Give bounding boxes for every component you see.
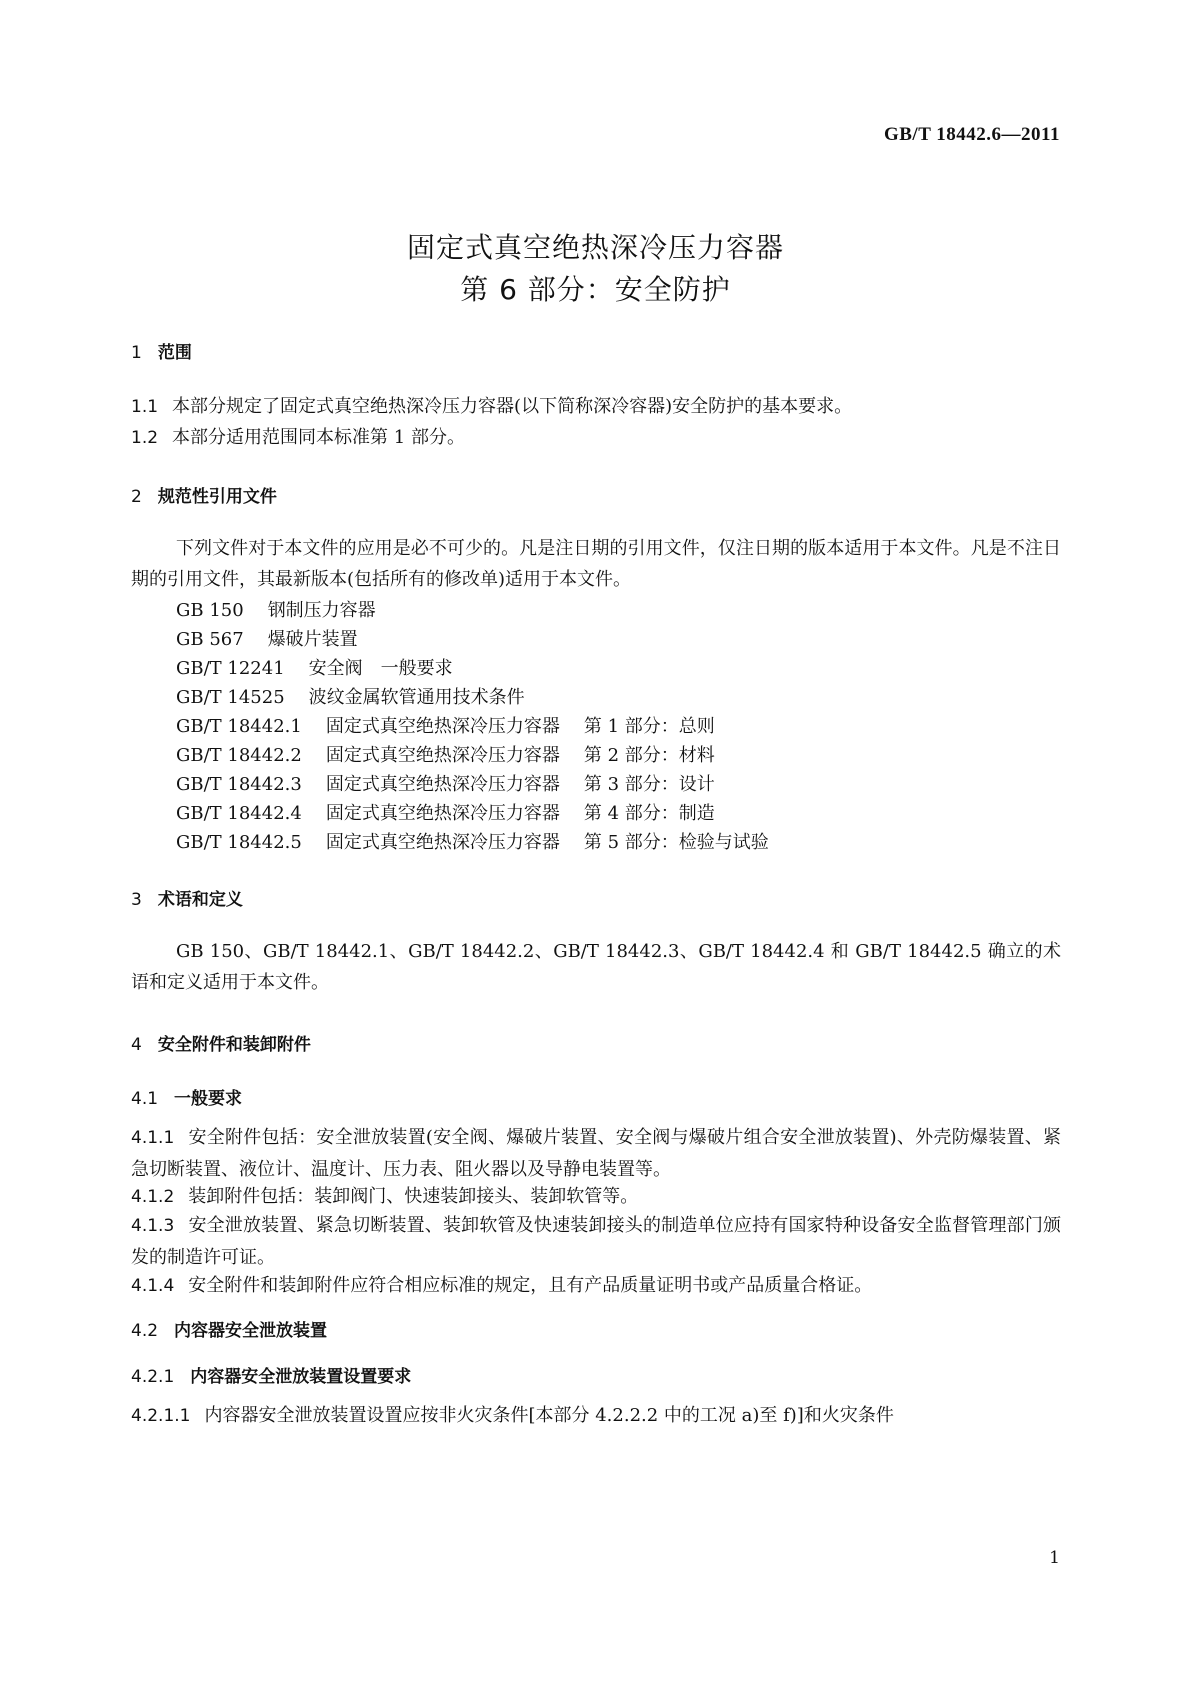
reference-code: GB 567 xyxy=(176,629,244,650)
section-title: 一般要求 xyxy=(174,1089,243,1109)
reference-title: 固定式真空绝热深冷压力容器 xyxy=(325,832,560,853)
clause-number: 4.1.3 xyxy=(131,1216,175,1236)
reference-item xyxy=(176,799,715,825)
clause-text: 内容器安全泄放装置设置应按非火灾条件[本部分 4.2.2.2 中的工况 a)至 f)]和火灾条件 xyxy=(204,1405,894,1426)
clause-4-2-1-1 xyxy=(131,1400,1061,1432)
section-title: 范围 xyxy=(157,343,192,363)
reference-title: 安全阀 一般要求 xyxy=(308,658,453,679)
subsection-4-2-1-heading xyxy=(131,1362,411,1387)
reference-code: GB/T 18442.1 xyxy=(176,716,302,737)
reference-item xyxy=(176,683,525,709)
clause-4-1-4 xyxy=(131,1270,1061,1302)
section-number: 4.1 xyxy=(131,1089,159,1109)
section-title: 安全附件和装卸附件 xyxy=(157,1035,311,1055)
clause-4-1-2 xyxy=(131,1181,1061,1213)
clause-text: 本部分规定了固定式真空绝热深冷压力容器(以下简称深冷容器)安全防护的基本要求。 xyxy=(172,396,853,417)
terms-definitions-text: GB 150、GB/T 18442.1、GB/T 18442.2、GB/T 18442.3、GB/T 18442.4 和 GB/T 18442.5 确立的术语和定义适用于本文件。 xyxy=(131,941,1061,993)
reference-title: 固定式真空绝热深冷压力容器 xyxy=(325,774,560,795)
reference-item xyxy=(176,625,358,651)
reference-title: 固定式真空绝热深冷压力容器 xyxy=(325,803,560,824)
reference-part: 第 3 部分：设计 xyxy=(583,774,715,795)
clause-4-1-1 xyxy=(131,1122,1061,1185)
section-title: 术语和定义 xyxy=(157,890,243,910)
reference-part: 第 2 部分：材料 xyxy=(583,745,715,766)
clause-number: 4.1.1 xyxy=(131,1128,175,1148)
section-title: 内容器安全泄放装置 xyxy=(174,1321,328,1341)
clause-text: 本部分适用范围同本标准第 1 部分。 xyxy=(172,427,465,448)
normative-references-intro: 下列文件对于本文件的应用是必不可少的。凡是注日期的引用文件，仅注日期的版本适用于本文件。凡是不注日期的引用文件，其最新版本(包括所有的修改单)适用于本文件。 xyxy=(131,538,1061,590)
section-3-heading xyxy=(131,885,243,910)
section-number: 2 xyxy=(131,487,142,507)
reference-code: GB 150 xyxy=(176,600,244,621)
clause-number: 1.2 xyxy=(131,428,159,448)
reference-title: 固定式真空绝热深冷压力容器 xyxy=(325,716,560,737)
section-number: 1 xyxy=(131,343,142,363)
section-1-heading xyxy=(131,338,192,363)
clause-1-2 xyxy=(131,422,1061,454)
reference-code: GB/T 18442.3 xyxy=(176,774,302,795)
reference-code: GB/T 12241 xyxy=(176,658,285,679)
section-number: 4.2 xyxy=(131,1321,159,1341)
section-number: 4.2.1 xyxy=(131,1367,175,1387)
reference-item xyxy=(176,828,769,854)
clause-1-1 xyxy=(131,391,1061,423)
page-number: 1 xyxy=(1049,1548,1060,1568)
document-title: 固定式真空绝热深冷压力容器 xyxy=(406,231,784,264)
clause-number: 4.2.1.1 xyxy=(131,1406,191,1426)
reference-title: 固定式真空绝热深冷压力容器 xyxy=(325,745,560,766)
standard-code: GB/T 18442.6—2011 xyxy=(883,124,1060,145)
document-subtitle: 第 6 部分：安全防护 xyxy=(460,273,731,306)
reference-part: 第 4 部分：制造 xyxy=(583,803,715,824)
clause-text: 安全泄放装置、紧急切断装置、装卸软管及快速装卸接头的制造单位应持有国家特种设备安全监督管理部门颁发的制造许可证。 xyxy=(131,1215,1061,1268)
reference-item xyxy=(176,770,715,796)
reference-title: 爆破片装置 xyxy=(267,629,358,650)
section-number: 3 xyxy=(131,890,142,910)
reference-code: GB/T 18442.2 xyxy=(176,745,302,766)
section-title: 规范性引用文件 xyxy=(157,487,277,507)
reference-part: 第 5 部分：检验与试验 xyxy=(583,832,769,853)
section-number: 4 xyxy=(131,1035,142,1055)
clause-number: 4.1.2 xyxy=(131,1187,175,1207)
section-2-heading xyxy=(131,482,277,507)
reference-part: 第 1 部分：总则 xyxy=(583,716,715,737)
section-4-heading xyxy=(131,1030,311,1055)
section-title: 内容器安全泄放装置设置要求 xyxy=(190,1367,412,1387)
clause-number: 4.1.4 xyxy=(131,1276,175,1296)
reference-code: GB/T 18442.4 xyxy=(176,803,302,824)
clause-number: 1.1 xyxy=(131,397,159,417)
subsection-4-1-heading xyxy=(131,1084,242,1109)
subsection-4-2-heading xyxy=(131,1316,327,1341)
reference-code: GB/T 14525 xyxy=(176,687,285,708)
reference-item xyxy=(176,596,376,622)
clause-text: 安全附件包括：安全泄放装置(安全阀、爆破片装置、安全阀与爆破片组合安全泄放装置)、外壳防爆装置、紧急切断装置、液位计、温度计、压力表、阻火器以及导静电装置等。 xyxy=(131,1127,1061,1180)
reference-item xyxy=(176,654,453,680)
reference-item xyxy=(176,741,715,767)
reference-title: 波纹金属软管通用技术条件 xyxy=(308,687,525,708)
clause-4-1-3 xyxy=(131,1210,1061,1273)
clause-text: 装卸附件包括：装卸阀门、快速装卸接头、装卸软管等。 xyxy=(188,1186,639,1207)
reference-code: GB/T 18442.5 xyxy=(176,832,302,853)
clause-text: 安全附件和装卸附件应符合相应标准的规定，且有产品质量证明书或产品质量合格证。 xyxy=(188,1275,873,1296)
reference-title: 钢制压力容器 xyxy=(267,600,376,621)
reference-item xyxy=(176,712,715,738)
